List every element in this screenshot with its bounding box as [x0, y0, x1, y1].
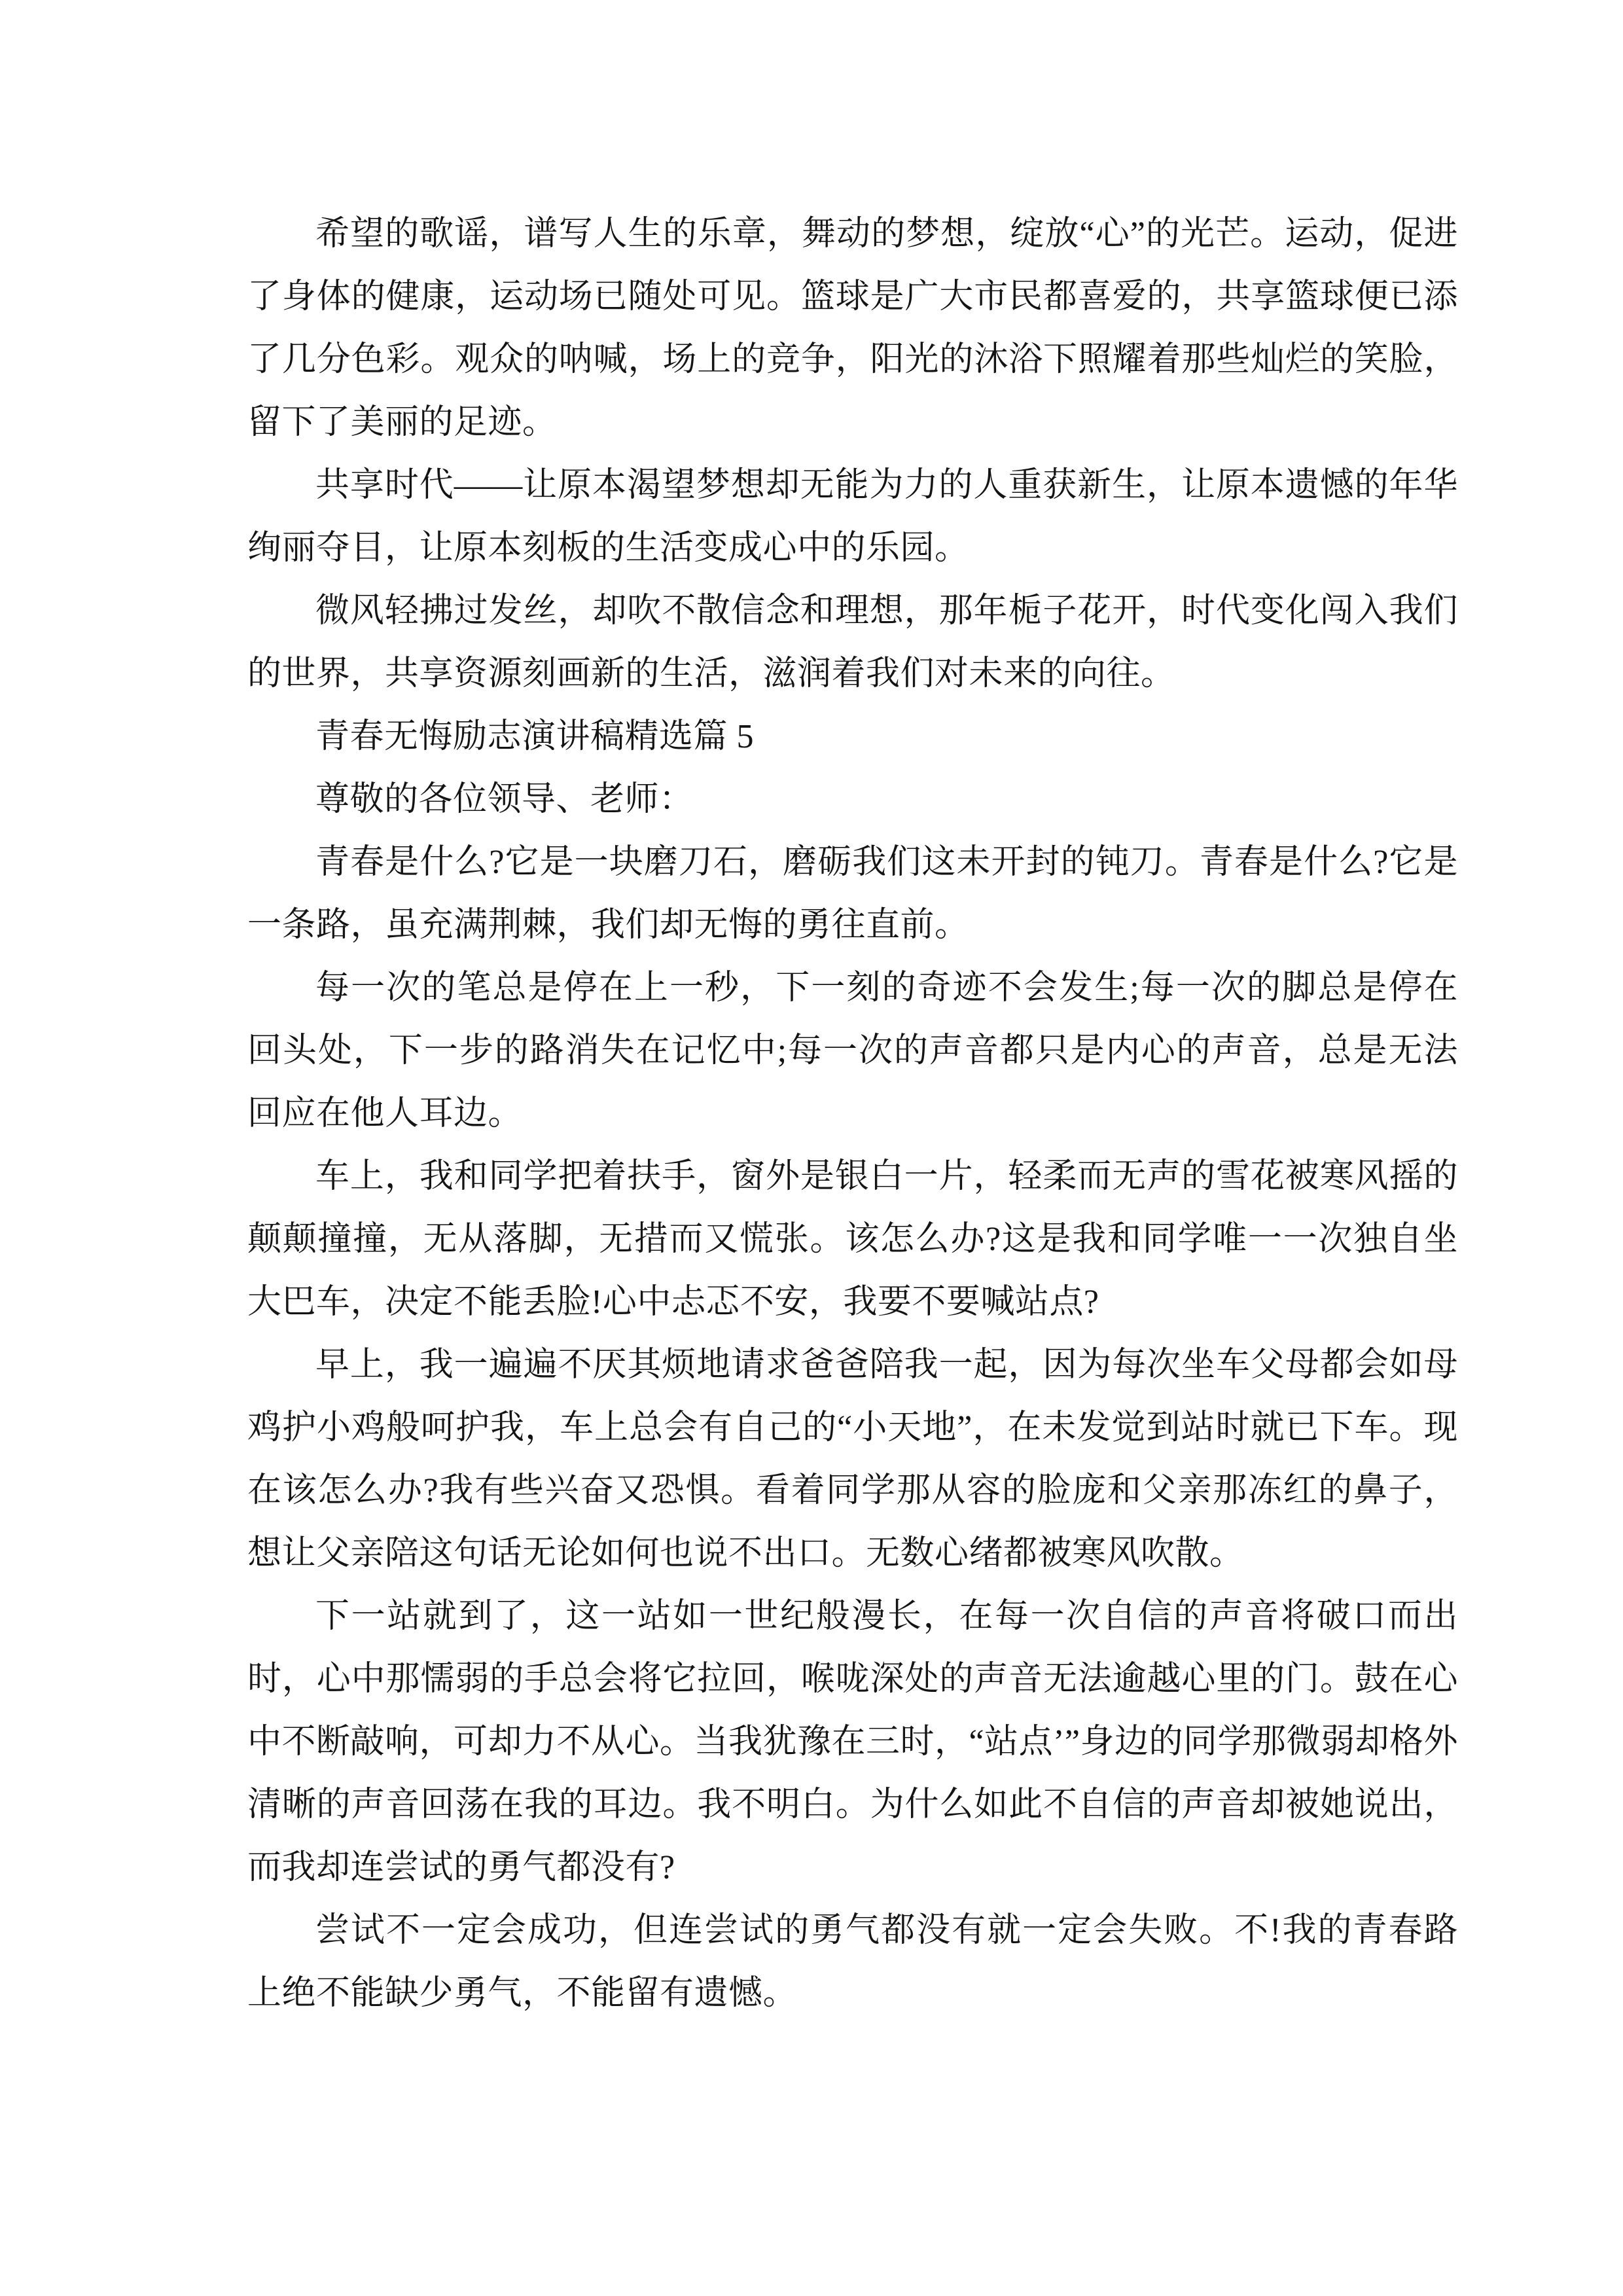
section-heading: 青春无悔励志演讲稿精选篇 5 — [315, 718, 755, 755]
paragraph: 共享时代——让原本渴望梦想却无能为力的人重获新生，让原本遗憾的年华绚丽夺目，让原本刻板的生活变成心中的乐园。 — [247, 467, 1458, 567]
paragraph: 下一站就到了，这一站如一世纪般漫长，在每一次自信的声音将破口而出时，心中那懦弱的手总会将它拉回，喉咙深处的声音无法逾越心里的门。鼓在心中不断敲响，可却力不从心。当我犹豫在三时，“站点’”身边的同学那微弱却格外清晰的声音回荡在我的耳边。我不明白。为什么如此不自信的声音却被她说出，而我却连尝试的勇气都没有? — [247, 1598, 1458, 1886]
paragraph: 早上，我一遍遍不厌其烦地请求爸爸陪我一起，因为每次坐车父母都会如母鸡护小鸡般呵护我，车上总会有自己的“小天地”，在未发觉到站时就已下车。现在该怎么办?我有些兴奋又恐惧。看着同学那从容的脸庞和父亲那冻红的鼻子，想让父亲陪这句话无论如何也说不出口。无数心绪都被寒风吹散。 — [247, 1346, 1458, 1572]
paragraph: 车上，我和同学把着扶手，窗外是银白一片，轻柔而无声的雪花被寒风摇的颠颠撞撞，无从落脚，无措而又慌张。该怎么办?这是我和同学唯一一次独自坐大巴车，决定不能丢脸!心中忐忑不安，我要不要喊站点? — [247, 1158, 1458, 1321]
paragraph: 微风轻拂过发丝，却吹不散信念和理想，那年栀子花开，时代变化闯入我们的世界，共享资源刻画新的生活，滋润着我们对未来的向往。 — [247, 592, 1458, 692]
paragraph: 希望的歌谣，谱写人生的乐章，舞动的梦想，绽放“心”的光芒。运动，促进了身体的健康，运动场已随处可见。篮球是广大市民都喜爱的，共享篮球便已添了几分色彩。观众的呐喊，场上的竞争，阳光的沐浴下照耀着那些灿烂的笑脸，留下了美丽的足迹。 — [247, 215, 1458, 441]
paragraph: 尝试不一定会成功，但连尝试的勇气都没有就一定会失败。不!我的青春路上绝不能缺少勇气，不能留有遗憾。 — [247, 1912, 1458, 2012]
paragraph: 每一次的笔总是停在上一秒，下一刻的奇迹不会发生;每一次的脚总是停在回头处，下一步的路消失在记忆中;每一次的声音都只是内心的声音，总是无法回应在他人耳边。 — [247, 969, 1458, 1132]
salutation: 尊敬的各位领导、老师： — [315, 781, 694, 818]
paragraph: 青春是什么?它是一块磨刀石，磨砺我们这未开封的钝刀。青春是什么?它是一条路，虽充满荆棘，我们却无悔的勇往直前。 — [247, 844, 1458, 944]
